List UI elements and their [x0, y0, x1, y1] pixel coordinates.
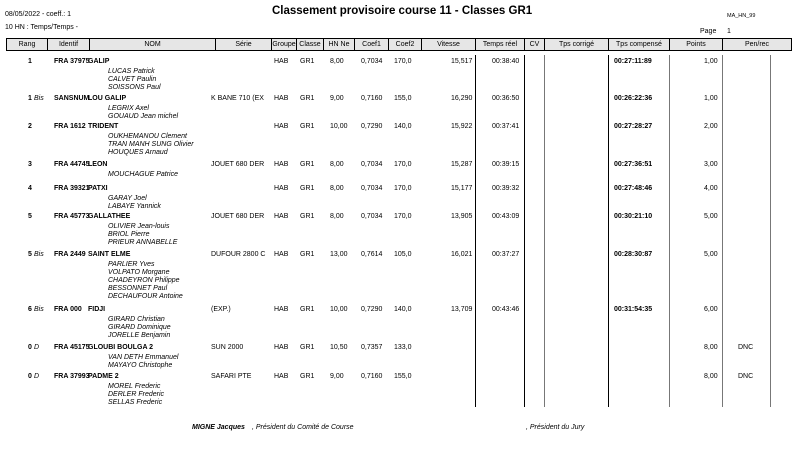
- coef2: 170,0: [394, 161, 412, 168]
- column-divider: [475, 55, 476, 407]
- rank: 6: [28, 306, 32, 313]
- speed: 15,287: [451, 161, 473, 168]
- group: HAB: [274, 161, 289, 168]
- compensated-time: 00:27:36:51: [614, 161, 653, 168]
- hn-rating: 8,00: [330, 213, 344, 220]
- crew-member: JORELLE Benjamin: [108, 332, 171, 339]
- real-time: 00:36:50: [492, 95, 520, 102]
- column-header: Tps corrigé: [545, 39, 609, 50]
- class: GR1: [300, 161, 315, 168]
- crew-member: TRAN MANH SUNG Olivier: [108, 141, 194, 148]
- crew-member: LUCAS Patrick: [108, 68, 155, 75]
- speed: 15,517: [451, 58, 473, 65]
- speed: 13,709: [451, 306, 473, 313]
- points: 2,00: [704, 123, 718, 130]
- column-divider: [770, 55, 771, 407]
- crew-member: DERLER Frederic: [108, 391, 165, 398]
- group: HAB: [274, 213, 289, 220]
- column-header: Tps compensé: [609, 39, 670, 50]
- column-header-bar: [6, 38, 792, 51]
- boat-name: LOU GALIP: [88, 95, 127, 102]
- header-subtitle: 10 HN : Temps/Temps -: [5, 24, 79, 31]
- column-header: Identif: [48, 39, 90, 50]
- hn-rating: 9,00: [330, 373, 344, 380]
- column-header: Pen/rec: [744, 41, 770, 48]
- signature-footer: [0, 424, 800, 436]
- speed: 15,922: [451, 123, 473, 130]
- points: 4,00: [704, 185, 718, 192]
- points: 5,00: [704, 213, 718, 220]
- series: SAFARI PTE: [211, 373, 252, 380]
- compensated-time: 00:26:22:36: [614, 95, 653, 102]
- series: SUN 2000: [211, 344, 244, 351]
- penalty: DNC: [738, 344, 754, 351]
- hn-rating: 8,00: [330, 161, 344, 168]
- column-header: Rang: [7, 39, 48, 50]
- group: HAB: [274, 251, 289, 258]
- coef1: 0,7160: [361, 373, 383, 380]
- points: 5,00: [704, 251, 718, 258]
- crew-member: MOREL Frederic: [108, 383, 161, 390]
- class: GR1: [300, 373, 315, 380]
- column-header: Coef2: [389, 39, 422, 50]
- coef1: 0,7357: [361, 344, 383, 351]
- rank: 4: [28, 185, 32, 192]
- report-code: MA_HN_99: [727, 13, 756, 19]
- hn-rating: 10,50: [330, 344, 348, 351]
- sail-id: SANSNUM: [54, 95, 90, 102]
- column-header: HN Ne: [324, 39, 355, 50]
- column-divider: [669, 55, 670, 407]
- rank: 5: [28, 251, 32, 258]
- coef2: 155,0: [394, 95, 412, 102]
- crew-member: DECHAUFOUR Antoine: [108, 293, 183, 300]
- class: GR1: [300, 185, 315, 192]
- speed: 15,177: [451, 185, 473, 192]
- boat-name: LEON: [88, 161, 108, 168]
- penalty: DNC: [738, 373, 754, 380]
- column-divider: [608, 55, 609, 407]
- column-header: CV: [525, 39, 545, 50]
- coef1: 0,7160: [361, 95, 383, 102]
- crew-member: OLIVIER Jean-louis: [108, 223, 170, 230]
- rank: 3: [28, 161, 32, 168]
- crew-member: BESSONNET Paul: [108, 285, 168, 292]
- hn-rating: 10,00: [330, 123, 348, 130]
- series: (EXP.): [211, 306, 231, 313]
- crew-member: VAN DETH Emmanuel: [108, 354, 179, 361]
- coef2: 170,0: [394, 58, 412, 65]
- coef2: 170,0: [394, 185, 412, 192]
- crew-member: MOUCHAGUE Patrice: [108, 171, 179, 178]
- class: GR1: [300, 123, 315, 130]
- rank-suffix: Bis: [34, 306, 44, 313]
- coef1: 0,7614: [361, 251, 383, 258]
- group: HAB: [274, 95, 289, 102]
- compensated-time: 00:27:11:89: [614, 58, 652, 65]
- boat-name: PATXI: [88, 185, 108, 192]
- points: 8,00: [704, 344, 718, 351]
- hn-rating: 10,00: [330, 306, 348, 313]
- sail-id: FRA 39321: [54, 185, 90, 192]
- compensated-time: 00:30:21:10: [614, 213, 653, 220]
- crew-member: LEGRIX Axel: [108, 105, 149, 112]
- speed: 16,290: [451, 95, 473, 102]
- crew-member: GIRARD Dominique: [108, 324, 171, 331]
- class: GR1: [300, 95, 315, 102]
- group: HAB: [274, 306, 289, 313]
- real-time: 00:43:09: [492, 213, 520, 220]
- boat-name: GLOUBI BOULGA 2: [88, 344, 154, 351]
- column-header: Série: [216, 39, 272, 50]
- column-divider: [722, 55, 723, 407]
- sail-id: FRA 44745: [54, 161, 90, 168]
- coef2: 140,0: [394, 306, 412, 313]
- group: HAB: [274, 58, 289, 65]
- coef1: 0,7290: [361, 306, 383, 313]
- speed: 13,905: [451, 213, 473, 220]
- rank: 2: [28, 123, 32, 130]
- coef1: 0,7034: [361, 161, 383, 168]
- class: GR1: [300, 58, 315, 65]
- crew-member: GARAY Joel: [108, 195, 147, 202]
- rank-suffix: Bis: [34, 251, 44, 258]
- coef1: 0,7034: [361, 185, 383, 192]
- boat-name: GALLATHEE: [88, 213, 131, 220]
- sail-id: FRA 45773: [54, 213, 90, 220]
- crew-member: OUKHEMANOU Clement: [108, 133, 187, 140]
- crew-member: GOUAUD Jean michel: [108, 113, 179, 120]
- hn-rating: 13,00: [330, 251, 348, 258]
- boat-name: PADME 2: [88, 373, 119, 380]
- rank-suffix: Bis: [34, 95, 44, 102]
- sail-id: FRA 1612: [54, 123, 86, 130]
- hn-rating: 9,00: [330, 95, 344, 102]
- coef2: 140,0: [394, 123, 412, 130]
- column-header: Classe: [297, 39, 324, 50]
- crew-member: PARLIER Yves: [108, 261, 155, 268]
- crew-member: VOLPATO Morgane: [108, 269, 170, 276]
- points: 6,00: [704, 306, 718, 313]
- rank-suffix: D: [34, 344, 40, 351]
- coef2: 170,0: [394, 213, 412, 220]
- jury-role: , Président du Jury: [526, 424, 585, 431]
- crew-member: CHADEYRON Philippe: [108, 277, 180, 284]
- president-role: , Président du Comité de Course: [252, 424, 354, 431]
- hn-rating: 8,00: [330, 185, 344, 192]
- header-date-coeff: 08/05/2022 - coeff.: 1: [5, 11, 72, 18]
- real-time: 00:39:15: [492, 161, 520, 168]
- class: GR1: [300, 344, 315, 351]
- group: HAB: [274, 123, 289, 130]
- rank: 1: [28, 58, 32, 65]
- rank: 0: [28, 344, 32, 351]
- group: HAB: [274, 185, 289, 192]
- column-header: Temps réel: [476, 39, 525, 50]
- sail-id: FRA 37993: [54, 373, 90, 380]
- column-divider: [524, 55, 525, 407]
- points: 3,00: [704, 161, 718, 168]
- crew-member: PRIEUR ANNABELLE: [108, 239, 178, 246]
- page-label: Page: [700, 28, 717, 35]
- real-time: 00:43:46: [492, 306, 520, 313]
- series: JOUET 680 DER: [211, 213, 265, 220]
- rank: 0: [28, 373, 32, 380]
- class: GR1: [300, 213, 315, 220]
- column-header: Points: [670, 39, 723, 50]
- sail-id: FRA 000: [54, 306, 82, 313]
- group: HAB: [274, 344, 289, 351]
- coef1: 0,7290: [361, 123, 383, 130]
- class: GR1: [300, 306, 315, 313]
- page-title: Classement provisoire course 11 - Classes GR1: [272, 5, 533, 17]
- page-number: 1: [727, 28, 731, 35]
- sail-id: FRA 37975: [54, 58, 90, 65]
- sail-id: FRA 45175: [54, 344, 90, 351]
- column-header: Coef1: [355, 39, 389, 50]
- group: HAB: [274, 373, 289, 380]
- real-time: 00:37:27: [492, 251, 520, 258]
- sail-id: FRA 2449: [54, 251, 86, 258]
- real-time: 00:37:41: [492, 123, 520, 130]
- crew-member: CALVET Paulin: [108, 76, 157, 83]
- speed: 16,021: [451, 251, 473, 258]
- column-header: NOM: [90, 39, 216, 50]
- column-divider: [544, 55, 545, 407]
- real-time: 00:39:32: [492, 185, 520, 192]
- boat-name: GALIP: [88, 58, 110, 65]
- boat-name: SAINT ELME: [88, 251, 131, 258]
- compensated-time: 00:27:28:27: [614, 123, 653, 130]
- real-time: 00:38:40: [492, 58, 520, 65]
- rank-suffix: D: [34, 373, 40, 380]
- coef2: 105,0: [394, 251, 412, 258]
- crew-member: GIRARD Christian: [108, 316, 165, 323]
- column-header: Vitesse: [422, 39, 476, 50]
- coef1: 0,7034: [361, 213, 383, 220]
- crew-member: SOISSONS Paul: [108, 84, 161, 91]
- crew-member: LABAYE Yannick: [108, 203, 161, 210]
- series: JOUET 680 DER: [211, 161, 265, 168]
- coef2: 155,0: [394, 373, 412, 380]
- crew-member: BRIOL Pierre: [108, 231, 150, 238]
- compensated-time: 00:27:48:46: [614, 185, 653, 192]
- points: 1,00: [704, 58, 718, 65]
- hn-rating: 8,00: [330, 58, 344, 65]
- crew-member: HOUQUES Arnaud: [108, 149, 168, 156]
- compensated-time: 00:31:54:35: [614, 306, 653, 313]
- series: DUFOUR 2800 C: [211, 251, 266, 258]
- class: GR1: [300, 251, 315, 258]
- rank: 5: [28, 213, 32, 220]
- boat-name: TRIDENT: [88, 123, 119, 130]
- rank: 1: [28, 95, 32, 102]
- boat-name: FIDJI: [88, 306, 106, 313]
- compensated-time: 00:28:30:87: [614, 251, 653, 258]
- coef2: 133,0: [394, 344, 412, 351]
- points: 1,00: [704, 95, 718, 102]
- coef1: 0,7034: [361, 58, 383, 65]
- points: 8,00: [704, 373, 718, 380]
- crew-member: MAYAYO Christophe: [108, 362, 173, 369]
- column-header: Groupe: [272, 41, 296, 48]
- president-name: MIGNE Jacques: [192, 424, 245, 431]
- crew-member: SELLAS Frederic: [108, 399, 163, 406]
- series: K BANE 710 (EX: [211, 95, 264, 102]
